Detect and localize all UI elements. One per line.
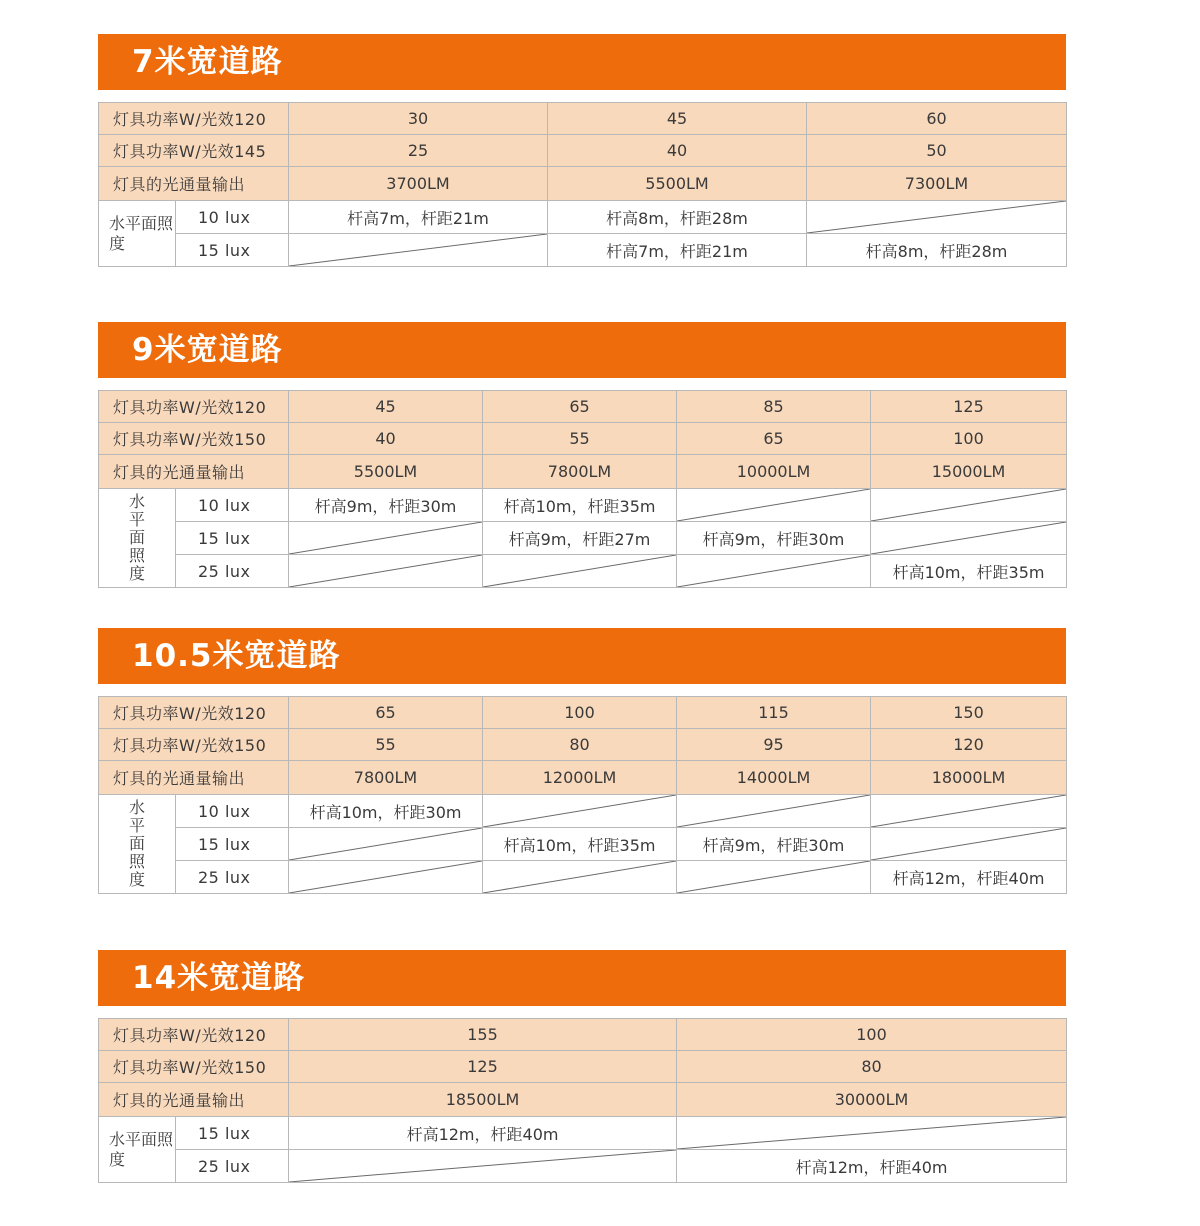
diagonal-slash (289, 861, 482, 893)
diagonal-slash (289, 234, 547, 266)
section-title: 7米宽道路 (98, 34, 1066, 90)
row-label-flux: 灯具的光通量输出 (99, 1083, 289, 1117)
table-row (99, 391, 1067, 423)
table-cell: 杆高7m，杆距21m (548, 234, 807, 267)
diagonal-slash (677, 795, 870, 827)
row-label-25-lux: 25 lux (176, 555, 289, 588)
diagonal-slash (677, 1117, 1066, 1149)
row-label-25-lux: 25 lux (176, 861, 289, 894)
table-cell: 杆高9m，杆距30m (289, 489, 483, 522)
table-cell: 杆高8m，杆距28m (807, 234, 1067, 267)
table-cell: 杆高10m，杆距35m (483, 489, 677, 522)
empty-cell (289, 861, 483, 894)
row-label-power-120: 灯具功率W/光效120 (99, 1019, 289, 1051)
table-row (99, 522, 1067, 555)
section-title: 14米宽道路 (98, 950, 1066, 1006)
table-cell: 125 (871, 391, 1067, 423)
section-title: 9米宽道路 (98, 322, 1066, 378)
row-label-15-lux: 15 lux (176, 1117, 289, 1150)
table-row (99, 1150, 1067, 1183)
table-row (99, 795, 1067, 828)
table-cell: 14000LM (677, 761, 871, 795)
table-row (99, 167, 1067, 201)
table-row (99, 729, 1067, 761)
table-cell: 115 (677, 697, 871, 729)
table-row (99, 1051, 1067, 1083)
table-cell: 5500LM (548, 167, 807, 201)
table-cell: 45 (289, 391, 483, 423)
diagonal-slash (677, 861, 870, 893)
table-cell: 65 (677, 423, 871, 455)
table-cell: 12000LM (483, 761, 677, 795)
empty-cell (289, 1150, 677, 1183)
section-title: 10.5米宽道路 (98, 628, 1066, 684)
empty-cell (289, 234, 548, 267)
row-label-25-lux: 25 lux (176, 1150, 289, 1183)
table-cell: 95 (677, 729, 871, 761)
spec-table-7m (98, 102, 1067, 267)
table-cell: 85 (677, 391, 871, 423)
table-cell: 25 (289, 135, 548, 167)
table-row (99, 234, 1067, 267)
empty-cell (807, 201, 1067, 234)
empty-cell (677, 489, 871, 522)
row-label-10-lux: 10 lux (176, 489, 289, 522)
table-cell: 65 (289, 697, 483, 729)
row-label-power-150: 灯具功率W/光效150 (99, 729, 289, 761)
row-label-15-lux: 15 lux (176, 234, 289, 267)
empty-cell (289, 522, 483, 555)
row-label-power-120: 灯具功率W/光效120 (99, 391, 289, 423)
row-label-power-120: 灯具功率W/光效120 (99, 697, 289, 729)
row-label-10-lux: 10 lux (176, 795, 289, 828)
table-cell: 杆高12m，杆距40m (677, 1150, 1067, 1183)
row-label-illuminance (99, 795, 176, 894)
diagonal-slash (289, 828, 482, 860)
diagonal-slash (677, 555, 870, 587)
table-cell: 50 (807, 135, 1067, 167)
table-cell: 155 (289, 1019, 677, 1051)
diagonal-slash (871, 522, 1066, 554)
table-cell: 100 (483, 697, 677, 729)
empty-cell (289, 555, 483, 588)
empty-cell (871, 522, 1067, 555)
table-cell: 120 (871, 729, 1067, 761)
diagonal-slash (871, 489, 1066, 521)
table-cell: 45 (548, 103, 807, 135)
table-cell: 55 (289, 729, 483, 761)
table-cell: 杆高10m，杆距35m (483, 828, 677, 861)
table-cell: 7800LM (289, 761, 483, 795)
table-cell: 5500LM (289, 455, 483, 489)
table-row (99, 201, 1067, 234)
empty-cell (871, 828, 1067, 861)
table-row (99, 761, 1067, 795)
table-row (99, 555, 1067, 588)
table-cell: 杆高10m，杆距35m (871, 555, 1067, 588)
diagonal-slash (289, 555, 482, 587)
table-cell: 100 (677, 1019, 1067, 1051)
table-row (99, 1083, 1067, 1117)
spec-table-9m (98, 390, 1067, 588)
table-cell: 杆高10m，杆距30m (289, 795, 483, 828)
table-cell: 杆高7m，杆距21m (289, 201, 548, 234)
row-label-power-145: 灯具功率W/光效145 (99, 135, 289, 167)
table-cell: 80 (483, 729, 677, 761)
empty-cell (871, 489, 1067, 522)
table-row (99, 697, 1067, 729)
table-cell: 杆高12m，杆距40m (289, 1117, 677, 1150)
diagonal-slash (677, 489, 870, 521)
table-cell: 30 (289, 103, 548, 135)
table-row (99, 455, 1067, 489)
table-cell: 杆高12m，杆距40m (871, 861, 1067, 894)
diagonal-slash (483, 861, 676, 893)
table-cell: 55 (483, 423, 677, 455)
table-cell: 15000LM (871, 455, 1067, 489)
diagonal-slash (807, 201, 1066, 233)
row-label-power-120: 灯具功率W/光效120 (99, 103, 289, 135)
row-label-10-lux: 10 lux (176, 201, 289, 234)
row-label-15-lux: 15 lux (176, 522, 289, 555)
diagonal-slash (289, 522, 482, 554)
row-label-power-150: 灯具功率W/光效150 (99, 423, 289, 455)
table-cell: 60 (807, 103, 1067, 135)
table-row (99, 103, 1067, 135)
table-cell: 杆高9m，杆距30m (677, 522, 871, 555)
empty-cell (289, 828, 483, 861)
table-cell: 18000LM (871, 761, 1067, 795)
diagonal-slash (483, 555, 676, 587)
table-cell: 7800LM (483, 455, 677, 489)
table-row (99, 1117, 1067, 1150)
row-label-15-lux: 15 lux (176, 828, 289, 861)
table-cell: 杆高8m，杆距28m (548, 201, 807, 234)
diagonal-slash (289, 1150, 676, 1182)
row-label-illuminance (99, 489, 176, 588)
table-row (99, 489, 1067, 522)
empty-cell (677, 555, 871, 588)
table-cell: 18500LM (289, 1083, 677, 1117)
row-label-illuminance: 水平面照度 (99, 1117, 176, 1183)
diagonal-slash (871, 828, 1066, 860)
illuminance-vertical-label: 水 平 面 照 度 (128, 798, 145, 889)
diagonal-slash (871, 795, 1066, 827)
table-cell: 100 (871, 423, 1067, 455)
empty-cell (483, 555, 677, 588)
empty-cell (871, 795, 1067, 828)
row-label-flux: 灯具的光通量输出 (99, 761, 289, 795)
table-cell: 杆高9m，杆距27m (483, 522, 677, 555)
table-row (99, 861, 1067, 894)
diagonal-slash (483, 795, 676, 827)
table-cell: 10000LM (677, 455, 871, 489)
row-label-power-150: 灯具功率W/光效150 (99, 1051, 289, 1083)
empty-cell (483, 861, 677, 894)
table-row (99, 423, 1067, 455)
table-cell: 40 (289, 423, 483, 455)
table-cell: 40 (548, 135, 807, 167)
row-label-flux: 灯具的光通量输出 (99, 455, 289, 489)
table-cell: 150 (871, 697, 1067, 729)
table-row (99, 1019, 1067, 1051)
empty-cell (677, 795, 871, 828)
table-row (99, 135, 1067, 167)
table-cell: 7300LM (807, 167, 1067, 201)
table-cell: 65 (483, 391, 677, 423)
table-row (99, 828, 1067, 861)
row-label-flux: 灯具的光通量输出 (99, 167, 289, 201)
table-cell: 杆高9m，杆距30m (677, 828, 871, 861)
spec-table-14m (98, 1018, 1067, 1183)
table-cell: 125 (289, 1051, 677, 1083)
table-cell: 30000LM (677, 1083, 1067, 1117)
empty-cell (483, 795, 677, 828)
spec-table-10-5m (98, 696, 1067, 894)
row-label-illuminance: 水平面照度 (99, 201, 176, 267)
empty-cell (677, 1117, 1067, 1150)
table-cell: 80 (677, 1051, 1067, 1083)
empty-cell (677, 861, 871, 894)
table-cell: 3700LM (289, 167, 548, 201)
illuminance-vertical-label: 水 平 面 照 度 (128, 492, 145, 583)
